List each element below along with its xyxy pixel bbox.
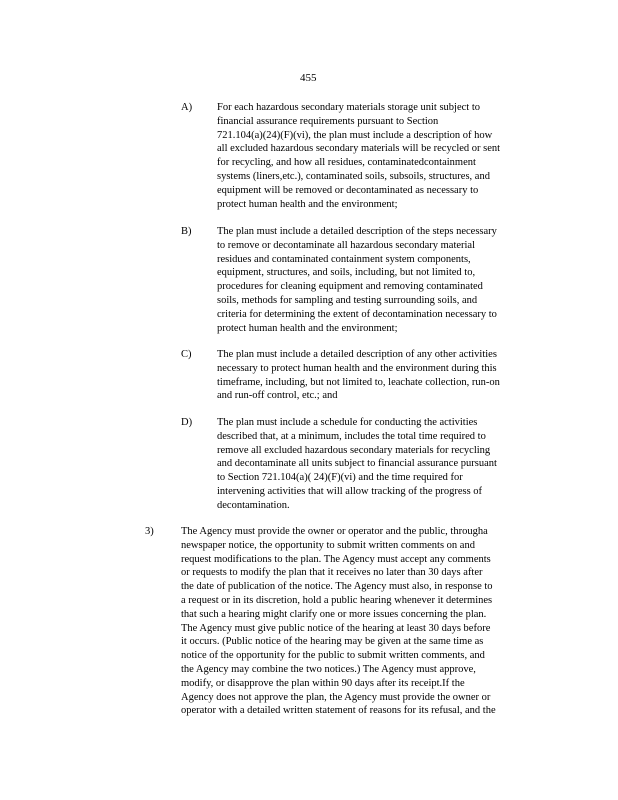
paragraph-a-line: equipment will be removed or decontaminated as necessary to [217,184,479,196]
paragraph-b-body [217,225,539,335]
paragraph-b-line: criteria for determining the extent of decontamination necessary to [217,308,497,320]
paragraph-3-label: 3) [145,526,154,537]
paragraph-c-line: and run-off control, etc.; and [217,390,338,402]
paragraph-d-line: and decontaminate all units subject to financial assurance pursuant [217,458,497,470]
paragraph-d-line: decontamination. [217,499,290,511]
paragraph-3-line: the Agency may combine the two notices.) The Agency must approve, [181,663,476,675]
paragraph-3-line: that such a hearing might clarify one or more issues concerning the plan. [181,608,487,620]
paragraph-b-label: B) [181,226,192,237]
paragraph-3-line: The Agency must provide the owner or operator and the public, througha [181,526,488,537]
paragraph-c-line: The plan must include a detailed description of any other activities [217,349,497,360]
paragraph-d-line: intervening activities that will allow tracking of the progress of [217,485,483,497]
paragraph-b-line: soils, methods for sampling and testing surrounding soils, and [217,294,478,306]
paragraph-d-label: D) [181,417,193,428]
paragraph-3-line: notice of the opportunity for the public to submit written comments, and [181,650,485,662]
paragraph-b-line: to remove or decontaminate all hazardous secondary material [217,239,476,251]
paragraph-c-line: necessary to protect human health and the environment during this [217,362,497,374]
paragraph-3-line: modify, or disapprove the plan within 90 days after its receipt.If the [181,677,465,689]
paragraph-d-body [217,416,539,513]
paragraph-c-label: C) [181,349,192,360]
page-number: 455 [300,72,317,84]
paragraph-a-line: 721.104(a)(24)(F)(vi), the plan must include a description of how [217,129,493,141]
paragraph-c-body [217,348,539,403]
paragraph-a-line: For each hazardous secondary materials storage unit subject to [217,102,480,113]
paragraph-3-line: The Agency must give public notice of the hearing at least 30 days before [181,622,491,634]
paragraph-b-line: procedures for cleaning equipment and removing contaminated [217,281,483,293]
paragraph-a-line: for recycling, and how all residues, contaminatedcontainment [217,157,476,169]
paragraph-3-line: the date of publication of the notice. The Agency must also, in response to [181,581,493,593]
paragraph-a-line: protect human health and the environment; [217,198,398,210]
paragraph-3-line: newspaper notice, the opportunity to submit written comments on and [181,539,475,551]
paragraph-b-line: residues and contaminated containment system components, [217,253,471,265]
paragraph-3-line: Agency does not approve the plan, the Agency must provide the owner or [181,691,491,703]
paragraph-d-line: remove all excluded hazardous secondary materials for recycling [217,444,491,456]
paragraph-a-label: A) [181,102,193,113]
paragraph-b-line: The plan must include a detailed description of the steps necessary [217,226,497,237]
paragraph-a-line: all excluded hazardous secondary materials will be recycled or sent [217,143,501,155]
paragraph-a-line: systems (liners,etc.), contaminated soils, subsoils, structures, and [217,170,490,182]
paragraph-3-line: or requests to modify the plan that it receives no later than 30 days after [181,567,483,579]
paragraph-a-body [217,101,539,211]
paragraph-3-body [181,525,515,718]
paragraph-b-line: protect human health and the environment; [217,322,398,334]
paragraph-3-line: operator with a detailed written statement of reasons for its refusal, and the [181,705,496,717]
paragraph-b-line: equipment, structures, and soils, including, but not limited to, [217,267,476,279]
paragraph-3-line: request modifications to the plan. The Agency must accept any comments [181,553,491,565]
paragraph-c-line: timeframe, including, but not limited to, leachate collection, run-on [217,376,500,388]
paragraph-d-line: to Section 721.104(a)( 24)(F)(vi) and the time required for [217,472,463,484]
paragraph-3-line: it occurs. (Public notice of the hearing may be given at the same time as [181,636,484,648]
paragraph-3-line: a request or in its discretion, hold a public hearing whenever it determines [181,594,493,606]
paragraph-d-line: described that, at a minimum, includes the total time required to [217,430,486,442]
paragraph-a-line: financial assurance requirements pursuant to Section [217,115,439,127]
paragraph-d-line: The plan must include a schedule for conducting the activities [217,417,478,428]
